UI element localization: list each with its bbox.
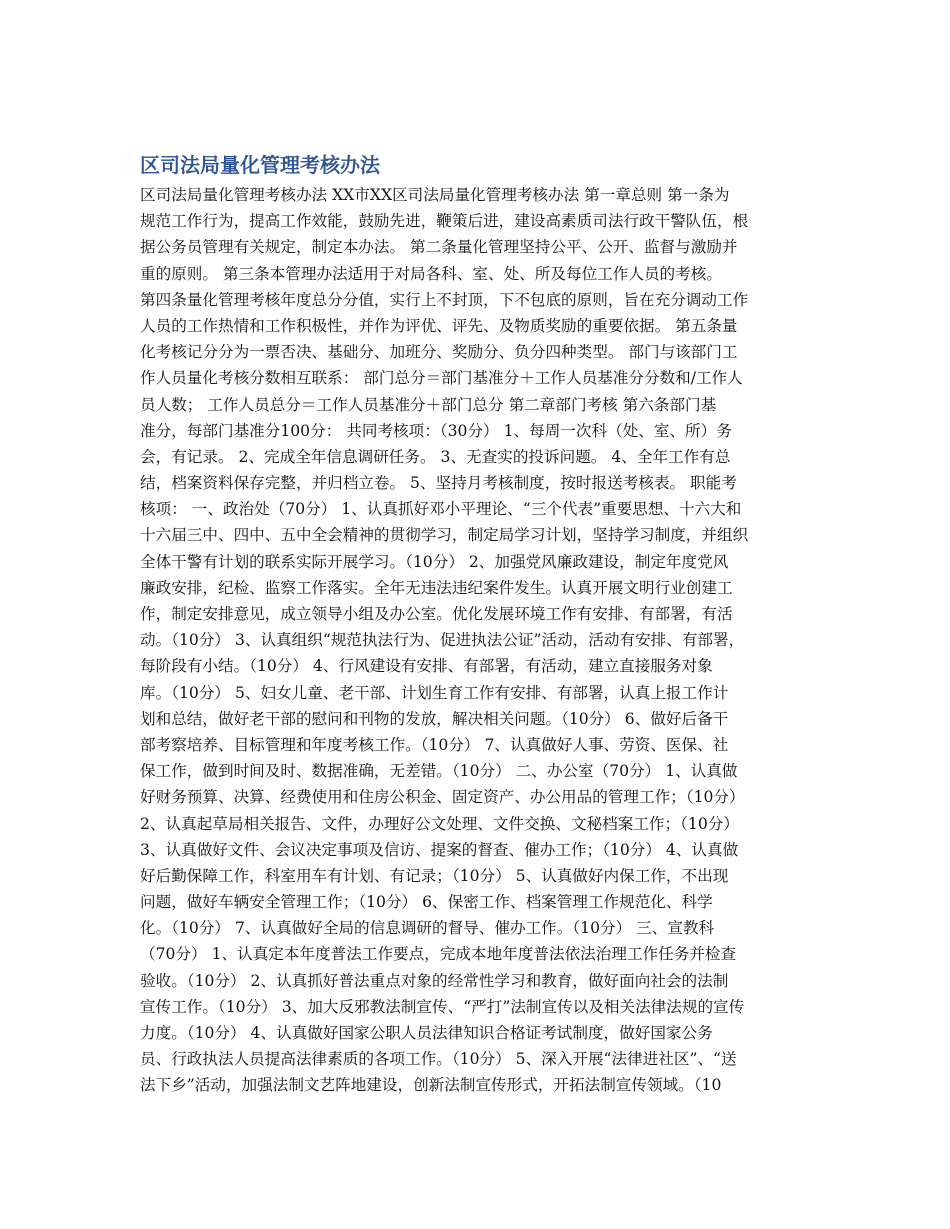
body-text-line: 十六届三中、四中、五中全会精神的贯彻学习，制定局学习计划，坚持学习制度，并组织 — [140, 526, 749, 545]
body-text-line: 规范工作行为，提高工作效能，鼓励先进，鞭策后进，建设高素质司法行政干警队伍，根 — [140, 212, 749, 231]
body-text-line: 2、认真起草局相关报告、文件，办理好公文处理、文件交换、文秘档案工作；（10分） — [140, 814, 739, 833]
body-text-line: 全体干警有计划的联系实际开展学习。（10分） 2、加强党风廉政建设，制定年度党风 — [140, 552, 729, 571]
body-text-line: 作，制定安排意见，成立领导小组及办公室。优化发展环境工作有安排、有部署，有活 — [140, 605, 733, 623]
body-text-line: 划和总结，做好老干部的慰问和刊物的发放，解决相关问题。（10分） 6、做好后备干 — [140, 709, 729, 728]
body-text-line: 力度。（10分） 4、认真做好国家公职人员法律知识合格证考试制度，做好国家公务 — [140, 1024, 713, 1042]
body-text-line: 3、认真做好文件、会议决定事项及信访、提案的督查、催办工作；（10分） 4、认真做 — [140, 840, 739, 859]
document-body — [140, 182, 812, 1099]
body-text-line: 好后勤保障工作，科室用车有计划、有记录；（10分） 5、认真做好内保工作，不出现 — [140, 866, 729, 885]
body-text-line: 人员的工作热情和工作积极性，并作为评优、评先、及物质奖励的重要依据。 第五条量 — [140, 316, 738, 335]
body-text-line: 核项： 一、政治处（70分） 1、认真抓好邓小平理论、“三个代表”重要思想、十六大和 — [140, 500, 742, 519]
body-text-line: 第四条量化管理考核年度总分分值，实行上不封顶，下不包底的原则，旨在充分调动工作 — [140, 290, 749, 309]
body-text-line: 宣传工作。（10分） 3、加大反邪教法制宣传、“严打”法制宣传以及相关法律法规的宣传 — [140, 997, 745, 1016]
body-text-line: （70分） 1、认真定本年度普法工作要点，完成本地年度普法依法治理工作任务并检查 — [140, 945, 737, 964]
body-text-line: 准分，每部门基准分100分： 共同考核项：（30分） 1、每周一次科（处、室、所）务 — [140, 421, 732, 440]
body-text-line: 库。（10分） 5、妇女儿童、老干部、计划生育工作有安排、有部署，认真上报工作计 — [140, 683, 729, 702]
body-text-line: 作人员量化考核分数相互联系： 部门总分＝部门基准分＋工作人员基准分分数和/工作人 — [140, 369, 743, 388]
body-text-line: 问题，做好车辆安全管理工作；（10分） 6、保密工作、档案管理工作规范化、科学 — [140, 893, 713, 912]
body-text-line: 重的原则。 第三条本管理办法适用于对局各科、室、处、所及每位工作人员的考核。 — [140, 264, 722, 283]
body-text-line: 法下乡”活动，加强法制文艺阵地建设，创新法制宣传形式，开拓法制宣传领域。（10 — [140, 1076, 722, 1095]
body-text-line: 化考核记分分为一票否决、基础分、加班分、奖励分、负分四种类型。 部门与该部门工 — [140, 343, 738, 362]
body-text-line: 化。（10分） 7、认真做好全局的信息调研的督导、催办工作。（10分） 三、宣教科 — [140, 919, 715, 938]
body-text-line: 区司法局量化管理考核办法 XX市XX区司法局量化管理考核办法 第一章总则 第一条为 — [140, 186, 730, 204]
body-text-line: 保工作，做到时间及时、数据准确，无差错。（10分） 二、办公室（70分） 1、认真做 — [140, 762, 738, 781]
body-text-line: 会，有记录。 2、完成全年信息调研任务。 3、无查实的投诉问题。 4、全年工作有总 — [140, 447, 731, 466]
document-title: 区司法局量化管理考核办法 — [140, 153, 380, 177]
body-text-line: 员人数； 工作人员总分＝工作人员基准分＋部门总分 第二章部门考核 第六条部门基 — [140, 395, 717, 414]
body-text-line: 员、行政执法人员提高法律素质的各项工作。（10分） 5、深入开展“法律进社区”、“送 — [140, 1050, 737, 1069]
body-text-line: 部考察培养、目标管理和年度考核工作。（10分） 7、认真做好人事、劳资、医保、社 — [140, 735, 729, 754]
body-text-line: 据公务员管理有关规定，制定本办法。 第二条量化管理坚持公平、公开、监督与激励并 — [140, 238, 738, 257]
body-text-line: 结，档案资料保存完整，并归档立卷。 5、坚持月考核制度，按时报送考核表。 职能考 — [140, 474, 737, 493]
body-text-line: 验收。（10分） 2、认真抓好普法重点对象的经常性学习和教育，做好面向社会的法制 — [140, 971, 729, 990]
body-text-line: 每阶段有小结。（10分） 4、行风建设有安排、有部署，有活动，建立直接服务对象 — [140, 657, 713, 676]
body-text-line: 好财务预算、决算、经费使用和住房公积金、固定资产、办公用品的管理工作；（10分） — [140, 788, 745, 807]
body-text-line: 廉政安排，纪检、监察工作落实。全年无违法违纪案件发生。认真开展文明行业创建工 — [140, 578, 733, 597]
body-text-line: 动。（10分） 3、认真组织“规范执法行为、促进执法公证”活动，活动有安排、有部署， — [140, 631, 745, 650]
